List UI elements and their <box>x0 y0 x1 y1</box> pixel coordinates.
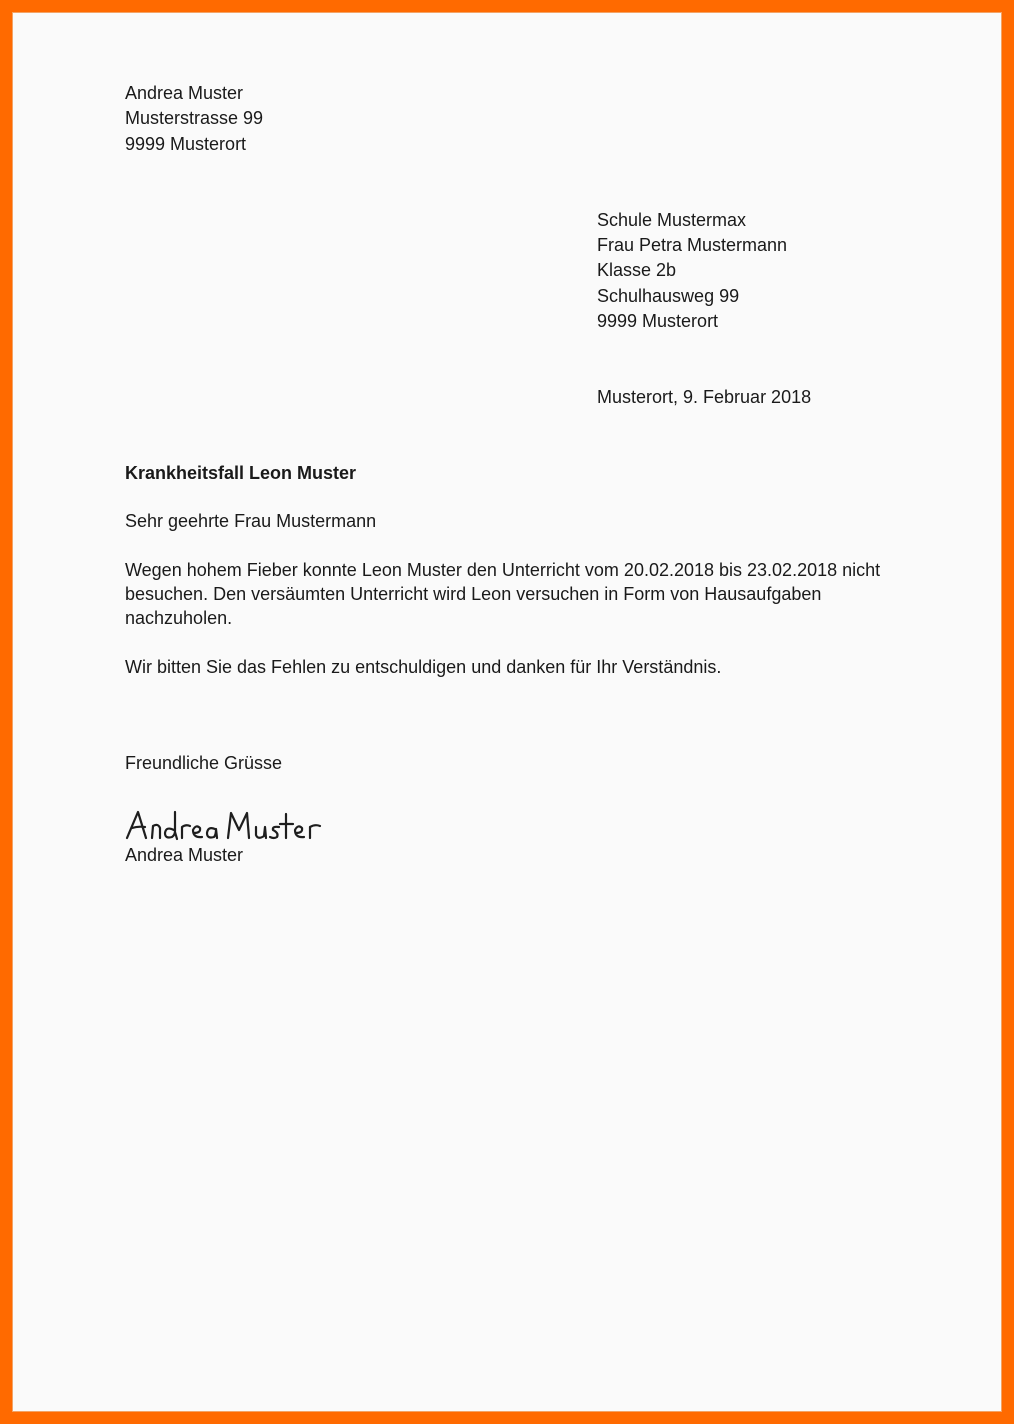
letter-page <box>12 12 1002 1412</box>
sender-city: 9999 Musterort <box>125 134 247 154</box>
closing: Freundliche Grüsse <box>125 753 283 773</box>
signature-icon <box>124 802 334 848</box>
recipient-person: Frau Petra Mustermann <box>597 235 788 255</box>
recipient-city: 9999 Musterort <box>597 311 719 331</box>
body-paragraph-1-line-3: nachzuholen. <box>125 608 233 628</box>
sender-name: Andrea Muster <box>125 83 244 103</box>
sender-street: Musterstrasse 99 <box>125 108 264 128</box>
recipient-street: Schulhausweg 99 <box>597 286 740 306</box>
handwritten-signature <box>124 802 334 848</box>
body-paragraph-1-line-2: besuchen. Den versäumten Unterricht wird Leon versuchen in Form von Hausaufgaben <box>125 584 822 604</box>
salutation: Sehr geehrte Frau Mustermann <box>125 511 377 531</box>
recipient-class: Klasse 2b <box>597 260 677 280</box>
subject-line: Krankheitsfall Leon Muster <box>125 463 357 483</box>
signatory-name: Andrea Muster <box>125 845 244 865</box>
body-paragraph-2: Wir bitten Sie das Fehlen zu entschuldigen und danken für Ihr Verständnis. <box>125 657 722 677</box>
recipient-school: Schule Mustermax <box>597 210 747 230</box>
body-paragraph-1-line-1: Wegen hohem Fieber konnte Leon Muster den Unterricht vom 20.02.2018 bis 23.02.2018 nicht <box>125 560 881 580</box>
date-line: Musterort, 9. Februar 2018 <box>597 387 812 407</box>
